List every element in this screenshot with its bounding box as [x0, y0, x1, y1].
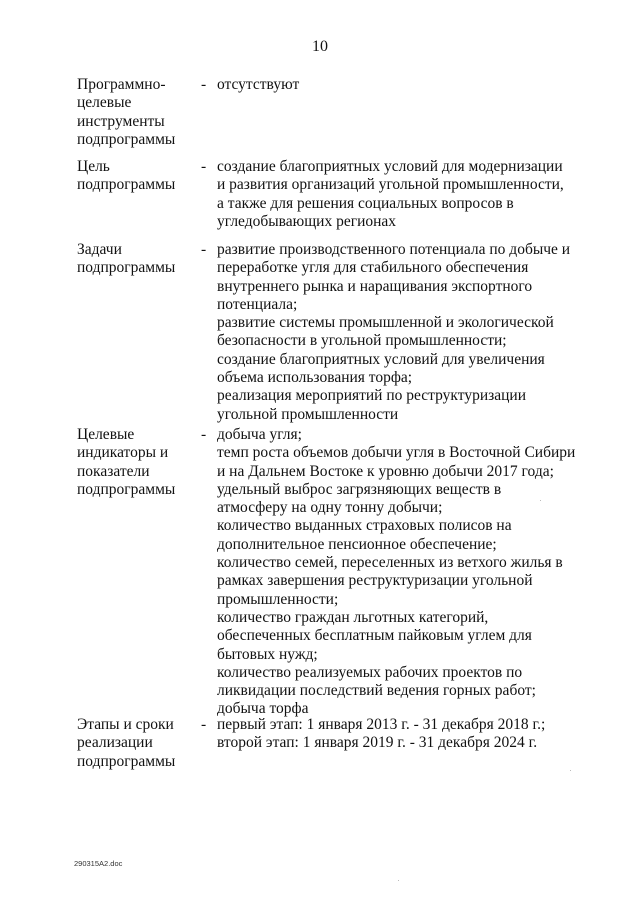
- section-content-line: объема использования торфа;: [217, 369, 413, 387]
- section-dash: -: [201, 158, 207, 175]
- section-content: [217, 76, 562, 94]
- scan-speck: [540, 500, 541, 501]
- section-content-line: количество граждан льготных категорий,: [217, 608, 489, 626]
- section-label-line: подпрограммы: [77, 752, 176, 770]
- section-content-line: количество семей, переселенных из ветхого жилья в: [217, 554, 563, 572]
- section-label-line: реализации: [77, 734, 153, 752]
- section-content-line: добыча угля;: [217, 426, 302, 443]
- section-content-line: отсутствуют: [217, 76, 300, 93]
- section-content-line: и на Дальнем Востоке к уровню добычи 2017 года;: [217, 462, 554, 480]
- section-content-line: количество реализуемых рабочих проектов по: [217, 663, 523, 681]
- section-content-line: первый этап: 1 января 2013 г. - 31 декабря 2018 г.;: [217, 716, 546, 733]
- section-content-line: переработке угля для стабильного обеспечения: [217, 259, 529, 277]
- section-label-line: показатели: [77, 462, 150, 480]
- section-label: [77, 158, 197, 195]
- section-content-line: безопасности в угольной промышленности;: [217, 332, 507, 350]
- section-label: [77, 716, 197, 771]
- section-content-line: и развития организаций угольной промышленности,: [217, 176, 564, 194]
- section-content-line: развитие системы промышленной и экологической: [217, 314, 554, 332]
- section-dash: -: [201, 76, 207, 93]
- section-label-line: подпрограммы: [77, 259, 176, 277]
- section-content-line: второй этап: 1 января 2019 г. - 31 декабря 2024 г.: [217, 734, 538, 752]
- document-filename: 290315A2.doc: [74, 859, 123, 868]
- section-label-line: Программно-: [77, 76, 166, 93]
- section-content-line: добыча торфа: [217, 700, 309, 718]
- section-content-line: развитие производственного потенциала по добыче и: [217, 241, 571, 258]
- section-label-line: Цель: [77, 158, 110, 175]
- section-content-line: потенциала;: [217, 295, 298, 313]
- section-content-line: обеспеченных бесплатным пайковым углем для: [217, 627, 532, 645]
- section-content: [217, 716, 562, 753]
- section-content-line: темп роста объемов добычи угля в Восточной Сибири: [217, 444, 576, 462]
- section-dash: -: [201, 241, 207, 258]
- section-content-line: промышленности;: [217, 590, 339, 608]
- section-label-line: подпрограммы: [77, 176, 176, 194]
- section-content: [217, 426, 576, 719]
- section-label: [77, 426, 197, 499]
- section-content-line: реализация мероприятий по реструктуризации: [217, 387, 527, 405]
- section-content-line: создание благоприятных условий для увеличения: [217, 350, 545, 368]
- section-label: [77, 76, 197, 149]
- section-label-line: Задачи: [77, 241, 122, 258]
- section-content-line: внутреннего рынка и наращивания экспортного: [217, 277, 533, 295]
- section-content-line: количество выданных страховых полисов на: [217, 517, 512, 535]
- section-label: [77, 241, 197, 278]
- section-content-line: бытовых нужд;: [217, 645, 318, 663]
- section-dash: -: [201, 716, 207, 733]
- page-number: 10: [312, 38, 328, 55]
- section-content: [217, 158, 562, 231]
- section-content-line: удельный выброс загрязняющих веществ в: [217, 480, 502, 498]
- section-label-line: подпрограммы: [77, 130, 176, 148]
- section-label-line: Этапы и сроки: [77, 716, 174, 733]
- section-content-line: ликвидации последствий ведения горных работ;: [217, 682, 536, 700]
- section-dash: -: [201, 426, 207, 443]
- section-label-line: индикаторы и: [77, 444, 169, 462]
- section-label-line: Целевые: [77, 426, 135, 443]
- section-content-line: дополнительное пенсионное обеспечение;: [217, 535, 497, 553]
- section-label-line: подпрограммы: [77, 480, 176, 498]
- scan-speck: [570, 770, 571, 771]
- section-content-line: а также для решения социальных вопросов в: [217, 194, 514, 212]
- section-content-line: атмосферу на одну тонну добычи;: [217, 499, 443, 517]
- section-label-line: инструменты: [77, 112, 165, 130]
- section-content: [217, 241, 571, 424]
- section-content-line: рамках завершения реструктуризации угольной: [217, 572, 533, 590]
- scan-speck: [398, 880, 399, 881]
- section-content-line: угледобывающих регионах: [217, 212, 397, 230]
- section-content-line: создание благоприятных условий для модернизации: [217, 158, 563, 175]
- section-label-line: целевые: [77, 94, 132, 112]
- section-content-line: угольной промышленности: [217, 405, 399, 423]
